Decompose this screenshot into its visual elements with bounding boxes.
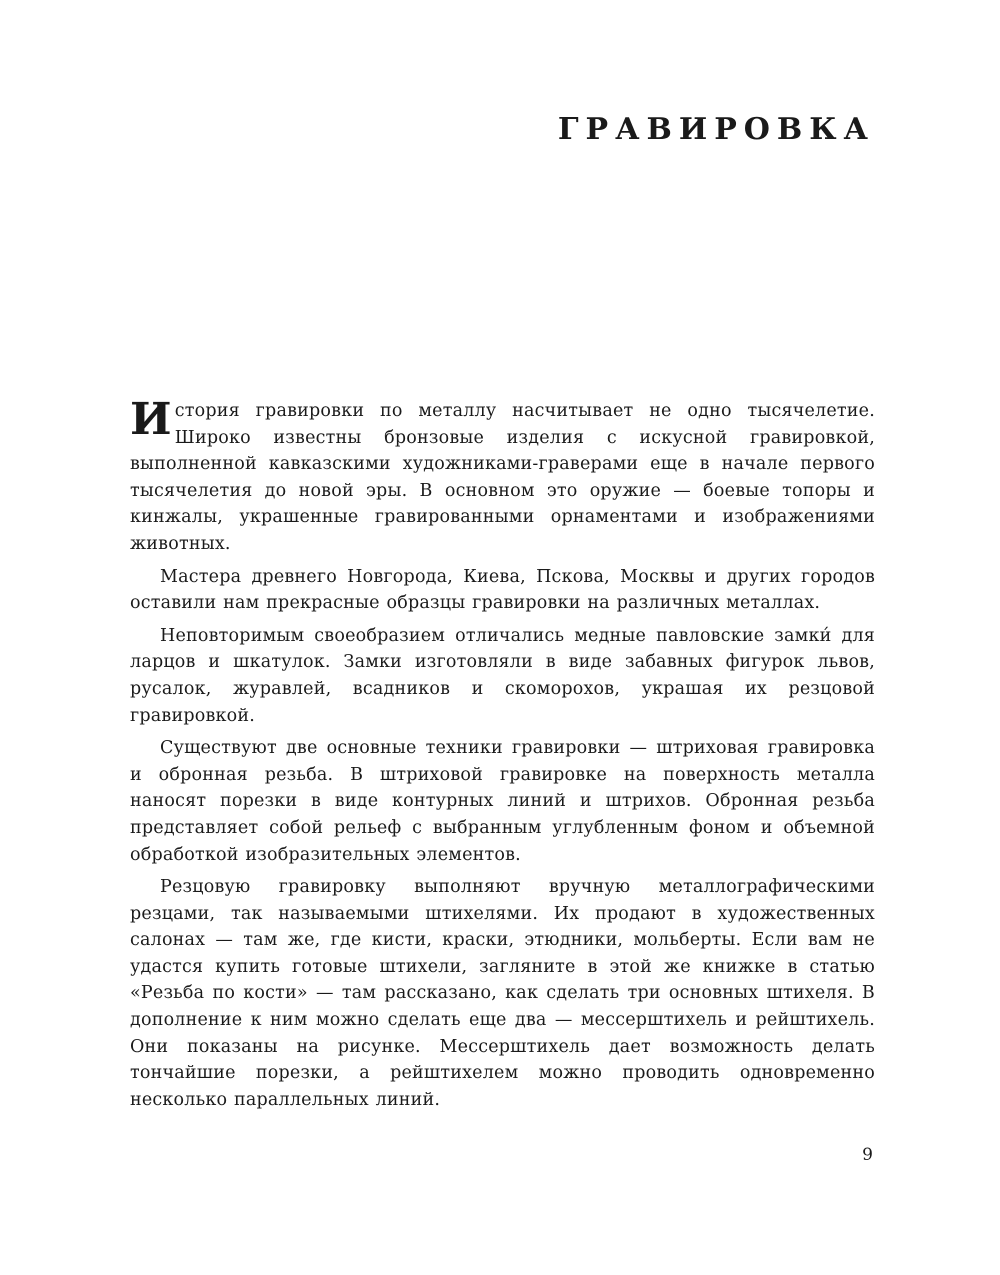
page-title: ГРАВИРОВКА — [557, 112, 875, 147]
page-number: 9 — [862, 1145, 873, 1165]
paragraph-5: Резцовую гравировку выполняют вручную металлографическими резцами, так называемыми штихелями. Их продают в художественных салонах — там же, где кисти, краски, этюдники, мольберты. Если вам не удастся купить готовые штихели, загляните в этой же книжке в статью «Резьба по кости» — там рассказано, как сделать три основных штихеля. В дополнение к ним можно сделать еще два — мессерштихель и рейштихель. Они показаны на рисунке. Мессерштихель дает возможность делать тончайшие порезки, а рейштихелем можно проводить одновременно несколько параллельных линий. — [130, 877, 875, 1110]
paragraph-2: Мастера древнего Новгорода, Киева, Пскова, Москвы и других городов оставили нам прекрасные образцы гравировки на различных металлах. — [130, 566, 875, 614]
paragraph-4: Существуют две основные техники гравировки — штриховая гравировка и обронная резьба. В штриховой гравировке на поверхность металла наносят порезки в виде контурных линий и штрихов. Обронная резьба представляет собой рельеф с выбранным углубленным фоном и объемной обработкой изобразительных элементов. — [130, 738, 875, 865]
paragraph-3: Неповторимым своеобразием отличались медные павловские замки́ для ларцов и шкатулок. Замки изготовляли в виде забавных фигурок львов, русалок, журавлей, всадников и скоморохов, украшая их резцовой гравировкой. — [130, 625, 875, 726]
paragraph-1 — [130, 394, 875, 558]
drop-cap: И — [130, 394, 172, 445]
article-body — [130, 394, 875, 1119]
paragraph-1-text: стория гравировки по металлу насчитывает не одно тысячелетие. Широко известны бронзовые изделия с искусной гравировкой, выполненной кавказскими художниками-граверами еще в начале первого тысячелетия до новой эры. В основном это оружие — боевые топоры и кинжалы, украшенные гравированными орнаментами и изображениями животных. — [130, 401, 875, 554]
